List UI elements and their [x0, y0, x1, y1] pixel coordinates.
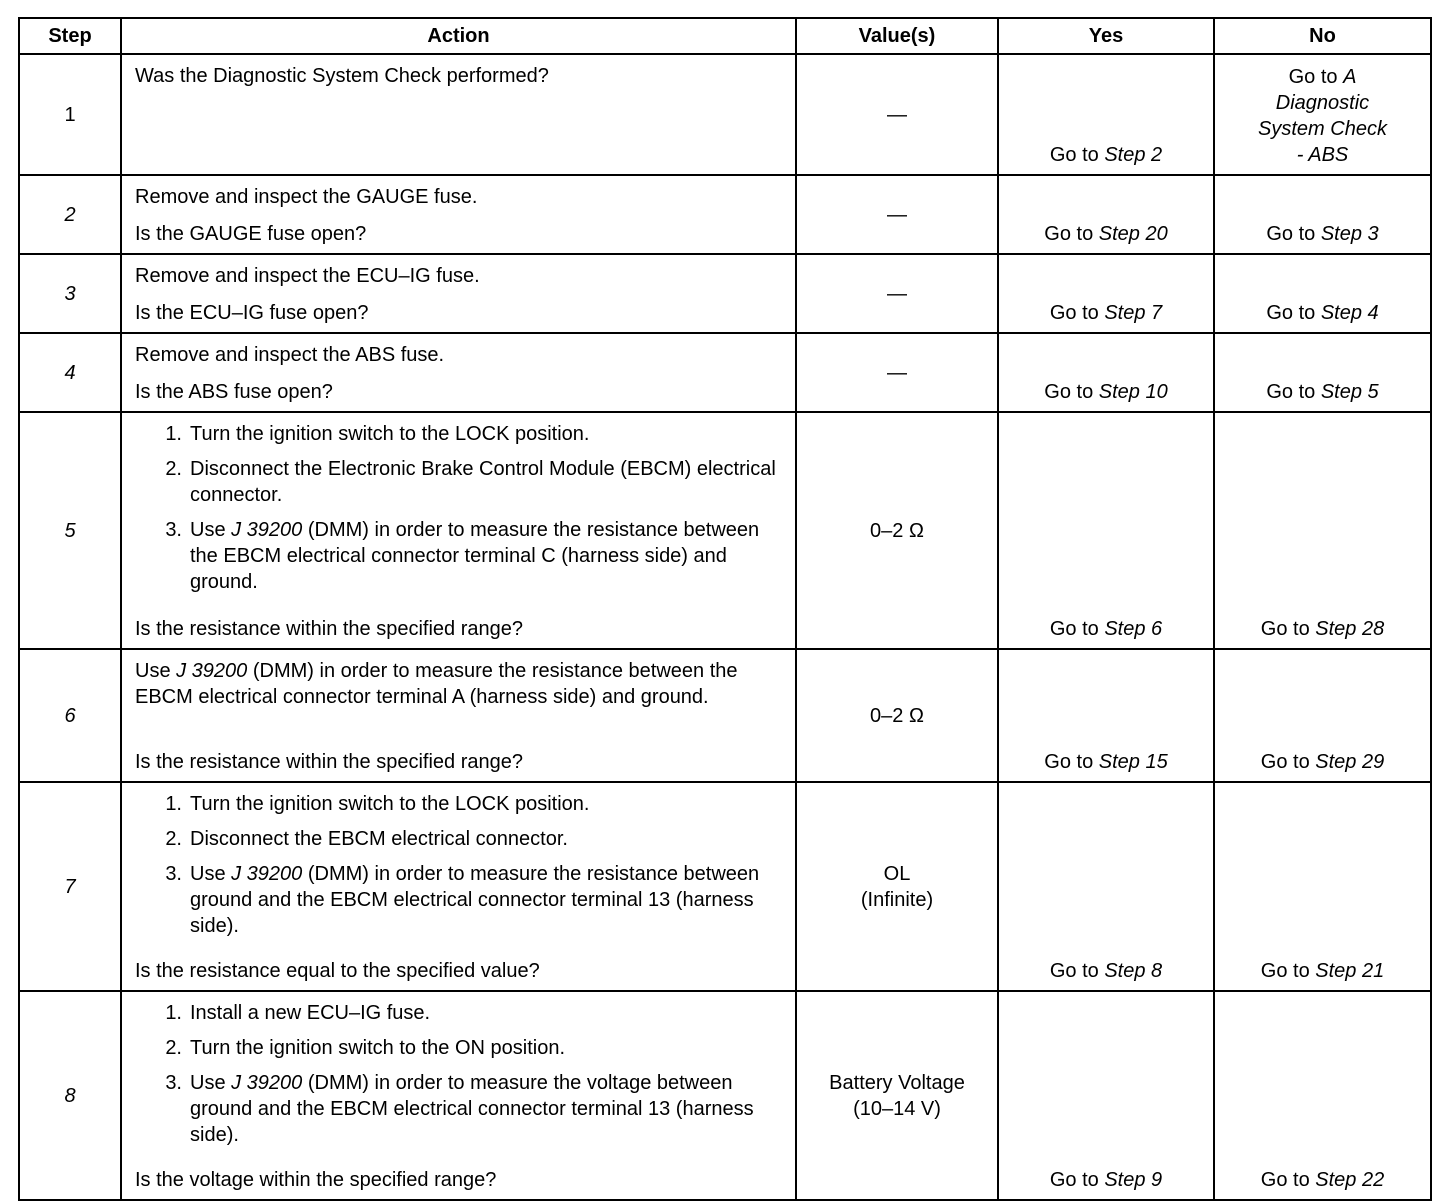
- table-row: [19, 991, 1431, 1200]
- item-text: [190, 1070, 785, 1148]
- action-question: Is the resistance within the specified range?: [135, 618, 523, 640]
- table-row: [19, 782, 1431, 991]
- text-segment: Go to: [1044, 223, 1099, 245]
- table-row: [19, 649, 1431, 782]
- no-cell: [1214, 54, 1431, 175]
- item-text: [190, 861, 785, 939]
- action-instructions: [135, 184, 785, 218]
- step-number: 4: [19, 333, 121, 412]
- action-content: [135, 63, 785, 168]
- value-cell: [796, 412, 998, 649]
- yes-cell: [998, 412, 1214, 649]
- reference-text: Step 8: [1104, 960, 1163, 982]
- reference-text: J 39200: [176, 660, 248, 682]
- table-row: [19, 333, 1431, 412]
- item-text: [190, 791, 589, 817]
- text-segment: Go to: [1049, 618, 1105, 640]
- value-line: (10–14 V): [853, 1097, 941, 1120]
- header-step: Step: [19, 18, 121, 54]
- table-row: [19, 175, 1431, 254]
- action-content: [135, 263, 785, 326]
- value-line: 0–2 Ω: [870, 704, 924, 727]
- item-number: 2.: [165, 828, 182, 850]
- text-segment: Go to: [1049, 144, 1105, 166]
- action-content: [135, 342, 785, 405]
- text-segment: Turn the ignition switch to the LOCK position.: [190, 793, 590, 815]
- reference-text: A Diagnostic System Check - ABS: [1258, 66, 1387, 166]
- item-text: [190, 456, 785, 508]
- no-cell: [1214, 649, 1431, 782]
- action-content: [135, 184, 785, 247]
- item-text: [190, 1000, 430, 1026]
- reference-text: J 39200: [231, 1072, 303, 1094]
- text-segment: Go to: [1260, 1169, 1316, 1191]
- instruction-item: [135, 421, 785, 447]
- text-segment: Go to: [1266, 223, 1321, 245]
- instruction-list: [135, 421, 785, 595]
- instruction-item: [135, 826, 785, 852]
- value-cell: [796, 782, 998, 991]
- reference-text: Step 6: [1104, 618, 1163, 640]
- reference-text: Step 10: [1098, 381, 1168, 403]
- action-cell: [121, 649, 796, 782]
- instruction-item: [135, 517, 785, 595]
- item-number: 3.: [165, 519, 182, 541]
- action-content: [135, 1000, 785, 1193]
- value-line: —: [887, 203, 907, 226]
- text-segment: Go to: [1049, 1169, 1105, 1191]
- value-line: Battery Voltage: [829, 1071, 965, 1094]
- value-cell: [796, 175, 998, 254]
- reference-text: Step 21: [1315, 960, 1385, 982]
- action-cell: [121, 782, 796, 991]
- step-number: 3: [19, 254, 121, 333]
- yes-cell: [998, 991, 1214, 1200]
- action-instructions: [135, 342, 785, 376]
- text-segment: Turn the ignition switch to the LOCK position.: [190, 423, 590, 445]
- instruction-item: [135, 791, 785, 817]
- action-instructions: [135, 263, 785, 297]
- step-number: 7: [19, 782, 121, 991]
- yes-cell: [998, 254, 1214, 333]
- action-content: [135, 421, 785, 642]
- value-line: —: [887, 361, 907, 384]
- diagnostic-table: [18, 17, 1432, 1201]
- step-number: 2: [19, 175, 121, 254]
- no-cell: [1214, 254, 1431, 333]
- text-segment: Remove and inspect the GAUGE fuse.: [135, 186, 478, 208]
- text-segment: Disconnect the EBCM electrical connector.: [190, 828, 568, 850]
- text-segment: Go to: [1266, 381, 1321, 403]
- no-cell: [1214, 333, 1431, 412]
- value-cell: [796, 54, 998, 175]
- text-segment: Go to: [1266, 302, 1321, 324]
- no-cell: [1214, 175, 1431, 254]
- yes-cell: [998, 649, 1214, 782]
- value-cell: [796, 649, 998, 782]
- item-text: [190, 421, 589, 447]
- action-cell: [121, 412, 796, 649]
- text-segment: Turn the ignition switch to the ON position.: [190, 1037, 565, 1059]
- item-text: [190, 1035, 565, 1061]
- value-line: (Infinite): [860, 888, 934, 911]
- value-cell: [796, 333, 998, 412]
- step-number: 6: [19, 649, 121, 782]
- yes-cell: [998, 333, 1214, 412]
- instruction-item: [135, 1035, 785, 1061]
- no-cell: [1214, 782, 1431, 991]
- instruction-item: [135, 1000, 785, 1026]
- text-segment: (DMM) in order to measure the resistance between the EBCM electrical connector terminal C (harness side) and ground.: [190, 519, 760, 593]
- table-row: [19, 254, 1431, 333]
- action-question: Is the ABS fuse open?: [135, 381, 333, 403]
- text-segment: Use: [190, 863, 232, 885]
- table-row: [19, 412, 1431, 649]
- action-cell: [121, 54, 796, 175]
- item-number: 2.: [165, 458, 182, 480]
- action-question: Is the resistance equal to the specified value?: [135, 960, 540, 982]
- action-instructions: [135, 658, 785, 718]
- no-cell: [1214, 412, 1431, 649]
- text-segment: (DMM) in order to measure the resistance between the EBCM electrical connector terminal A (harness side) and ground.: [135, 660, 738, 708]
- text-segment: Go to: [1044, 751, 1099, 773]
- action-cell: [121, 991, 796, 1200]
- text-segment: Go to: [1049, 302, 1105, 324]
- action-instructions: [135, 1000, 785, 1157]
- item-text: [190, 517, 785, 595]
- text-segment: (DMM) in order to measure the resistance between ground and the EBCM electrical connector terminal 13 (harness side).: [190, 863, 760, 937]
- text-segment: Use: [190, 1072, 232, 1094]
- action-question: Is the GAUGE fuse open?: [135, 223, 367, 245]
- instruction-item: [135, 1070, 785, 1148]
- action-question: Was the Diagnostic System Check performed?: [135, 65, 549, 87]
- action-content: [135, 658, 785, 775]
- table-row: [19, 54, 1431, 175]
- header-action: Action: [121, 18, 796, 54]
- action-question: Is the voltage within the specified range?: [135, 1169, 497, 1191]
- reference-text: Step 3: [1320, 223, 1379, 245]
- no-cell: [1214, 991, 1431, 1200]
- instruction-item: [135, 456, 785, 508]
- text-segment: Go to: [1044, 381, 1099, 403]
- action-question: Is the resistance within the specified range?: [135, 751, 523, 773]
- instruction-paragraph: [135, 658, 785, 710]
- reference-text: Step 20: [1098, 223, 1168, 245]
- header-row: [19, 18, 1431, 54]
- value-line: —: [887, 103, 907, 126]
- reference-text: Step 22: [1315, 1169, 1385, 1191]
- item-number: 3.: [165, 1072, 182, 1094]
- reference-text: Step 4: [1320, 302, 1379, 324]
- item-number: 1.: [165, 793, 182, 815]
- step-number: 8: [19, 991, 121, 1200]
- action-instructions: [135, 421, 785, 604]
- text-segment: Disconnect the Electronic Brake Control Module (EBCM) electrical connector.: [190, 458, 776, 506]
- header-yes: Yes: [998, 18, 1214, 54]
- instruction-list: [135, 791, 785, 939]
- text-segment: Remove and inspect the ECU–IG fuse.: [135, 265, 480, 287]
- step-number: 5: [19, 412, 121, 649]
- yes-cell: [998, 782, 1214, 991]
- reference-text: Step 2: [1104, 144, 1163, 166]
- yes-cell: [998, 54, 1214, 175]
- item-number: 3.: [165, 863, 182, 885]
- text-segment: Use: [190, 519, 232, 541]
- action-cell: [121, 254, 796, 333]
- value-line: OL: [883, 862, 911, 885]
- text-segment: (DMM) in order to measure the voltage between ground and the EBCM electrical connector terminal 13 (harness side).: [190, 1072, 754, 1146]
- text-segment: Go to: [1260, 618, 1316, 640]
- text-segment: Install a new ECU–IG fuse.: [190, 1002, 431, 1024]
- item-number: 1.: [165, 1002, 182, 1024]
- action-cell: [121, 333, 796, 412]
- instruction-list: [135, 1000, 785, 1148]
- action-cell: [121, 175, 796, 254]
- text-segment: Go to: [1260, 960, 1316, 982]
- text-segment: Use: [135, 660, 177, 682]
- value-cell: [796, 991, 998, 1200]
- reference-text: Step 9: [1104, 1169, 1163, 1191]
- value-line: —: [887, 282, 907, 305]
- step-number: 1: [19, 54, 121, 175]
- reference-text: Step 15: [1098, 751, 1168, 773]
- text-segment: Go to: [1260, 751, 1316, 773]
- value-line: 0–2 Ω: [870, 519, 924, 542]
- header-no: No: [1214, 18, 1431, 54]
- text-segment: Go to: [1288, 66, 1344, 88]
- text-segment: Go to: [1049, 960, 1105, 982]
- reference-text: J 39200: [231, 519, 303, 541]
- reference-text: Step 5: [1320, 381, 1379, 403]
- instruction-item: [135, 861, 785, 939]
- text-segment: Remove and inspect the ABS fuse.: [135, 344, 445, 366]
- item-text: [190, 826, 568, 852]
- reference-text: Step 7: [1104, 302, 1163, 324]
- item-number: 2.: [165, 1037, 182, 1059]
- yes-cell: [998, 175, 1214, 254]
- value-cell: [796, 254, 998, 333]
- instruction-paragraph: [135, 342, 785, 368]
- action-instructions: [135, 791, 785, 948]
- reference-text: Step 29: [1315, 751, 1385, 773]
- action-question: Is the ECU–IG fuse open?: [135, 302, 369, 324]
- header-values: Value(s): [796, 18, 998, 54]
- action-content: [135, 791, 785, 984]
- instruction-paragraph: [135, 184, 785, 210]
- instruction-paragraph: [135, 263, 785, 289]
- reference-text: Step 28: [1315, 618, 1385, 640]
- reference-text: J 39200: [231, 863, 303, 885]
- item-number: 1.: [165, 423, 182, 445]
